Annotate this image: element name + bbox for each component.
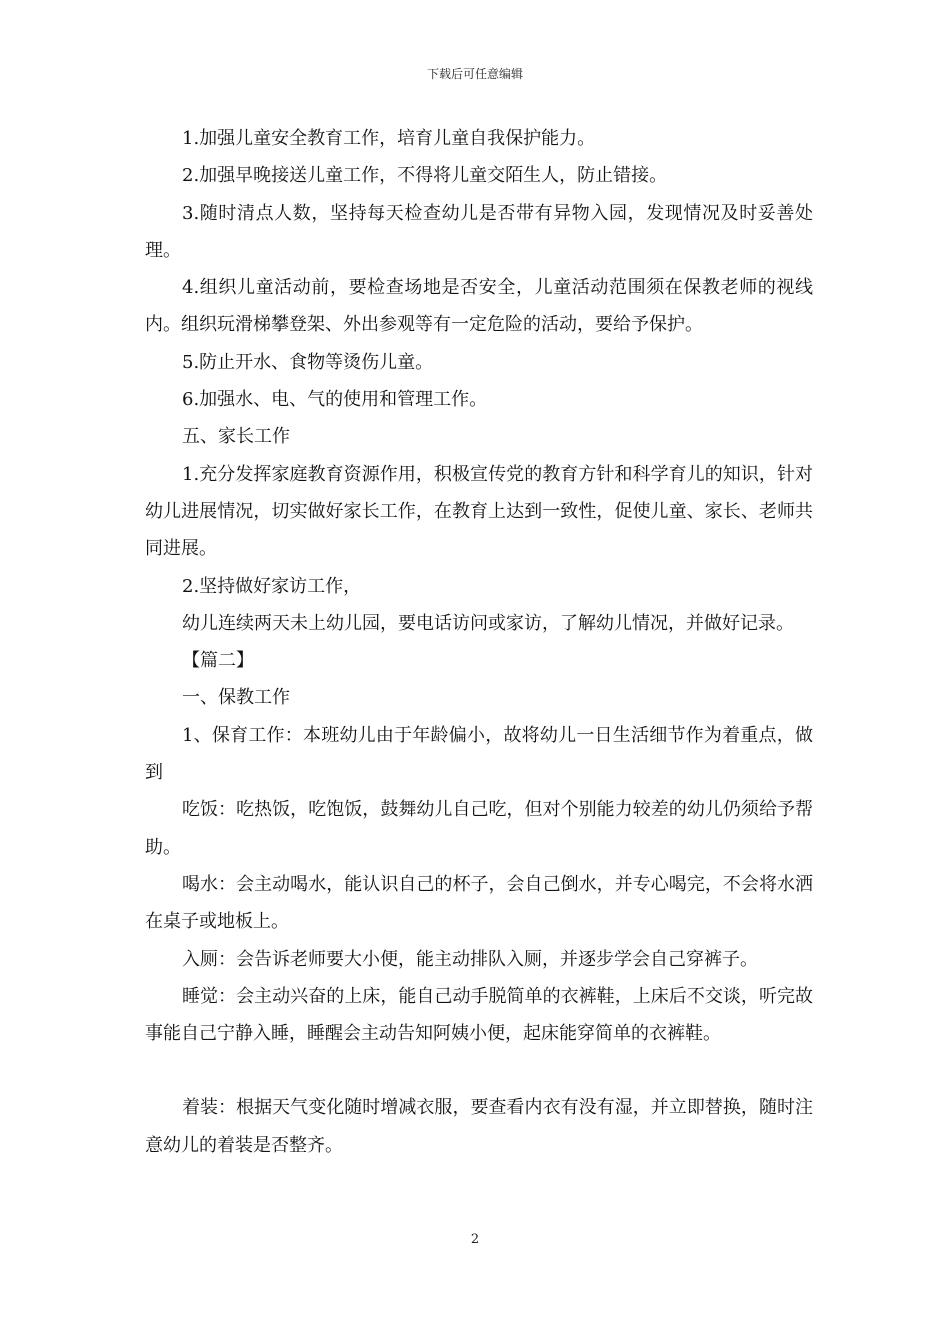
paragraph-parent-2: 2.坚持做好家访工作， — [182, 575, 362, 597]
section-heading-parent-work: 五、家长工作 — [182, 426, 290, 448]
paragraph-toilet: 入厕：会告诉老师要大小便，能主动排队入厕，并逐步学会自己穿裤子。 — [182, 948, 758, 970]
page-number: 2 — [470, 1232, 480, 1247]
paragraph-clothing: 着装：根据天气变化随时增减衣服，要查看内衣有没有湿，并立即替换，随时注意幼儿的着装是否整齐。 — [145, 1097, 813, 1156]
paragraph-safety-1: 1.加强儿童安全教育工作，培育儿童自我保护能力。 — [182, 128, 596, 149]
paragraph-safety-3: 3.随时清点人数，坚持每天检查幼儿是否带有异物入园，发现情况及时妥善处理。 — [145, 202, 813, 261]
paragraph-eating: 吃饭：吃热饭，吃饱饭，鼓舞幼儿自己吃，但对个别能力较差的幼儿仍须给予帮助。 — [145, 799, 813, 858]
blank-line — [145, 1052, 813, 1089]
paragraph-safety-2: 2.加强早晚接送儿童工作，不得将儿童交陌生人，防止错接。 — [182, 165, 668, 187]
paragraph-safety-6: 6.加强水、电、气的使用和管理工作。 — [182, 389, 488, 411]
paragraph-parent-visit: 幼儿连续两天未上幼儿园，要电话访问或家访，了解幼儿情况，并做好记录。 — [182, 612, 794, 634]
paragraph-sleeping: 睡觉：会主动兴奋的上床，能自己动手脱简单的衣裤鞋，上床后不交谈，听完故事能自己宁静入睡，睡醒会主动告知阿姨小便，起床能穿简单的衣裤鞋。 — [145, 985, 813, 1045]
paragraph-drinking: 喝水：会主动喝水，能认识自己的杯子，会自己倒水，并专心喝完，不会将水洒在桌子或地板上。 — [145, 873, 813, 933]
document-body — [145, 120, 813, 1164]
page-header: 下载后可任意编辑 — [426, 67, 523, 81]
section-heading-care-education: 一、保教工作 — [182, 687, 290, 709]
paragraph-parent-1: 1.充分发挥家庭教育资源作用，积极宣传党的教育方针和科学育儿的知识，针对幼儿进展情况，切实做好家长工作，在教育上达到一致性，促使儿童、家长、老师共同进展。 — [145, 463, 813, 560]
part-two-heading: 【篇二】 — [182, 650, 254, 672]
paragraph-care-work: 1、保育工作：本班幼儿由于年龄偏小，故将幼儿一日生活细节作为着重点，做到 — [145, 724, 813, 784]
paragraph-safety-4: 4.组织儿童活动前，要检查场地是否安全，儿童活动范围须在保教老师的视线内。组织玩滑梯攀登架、外出参观等有一定危险的活动，要给予保护。 — [145, 277, 813, 336]
paragraph-safety-5: 5.防止开水、食物等烫伤儿童。 — [182, 351, 434, 373]
